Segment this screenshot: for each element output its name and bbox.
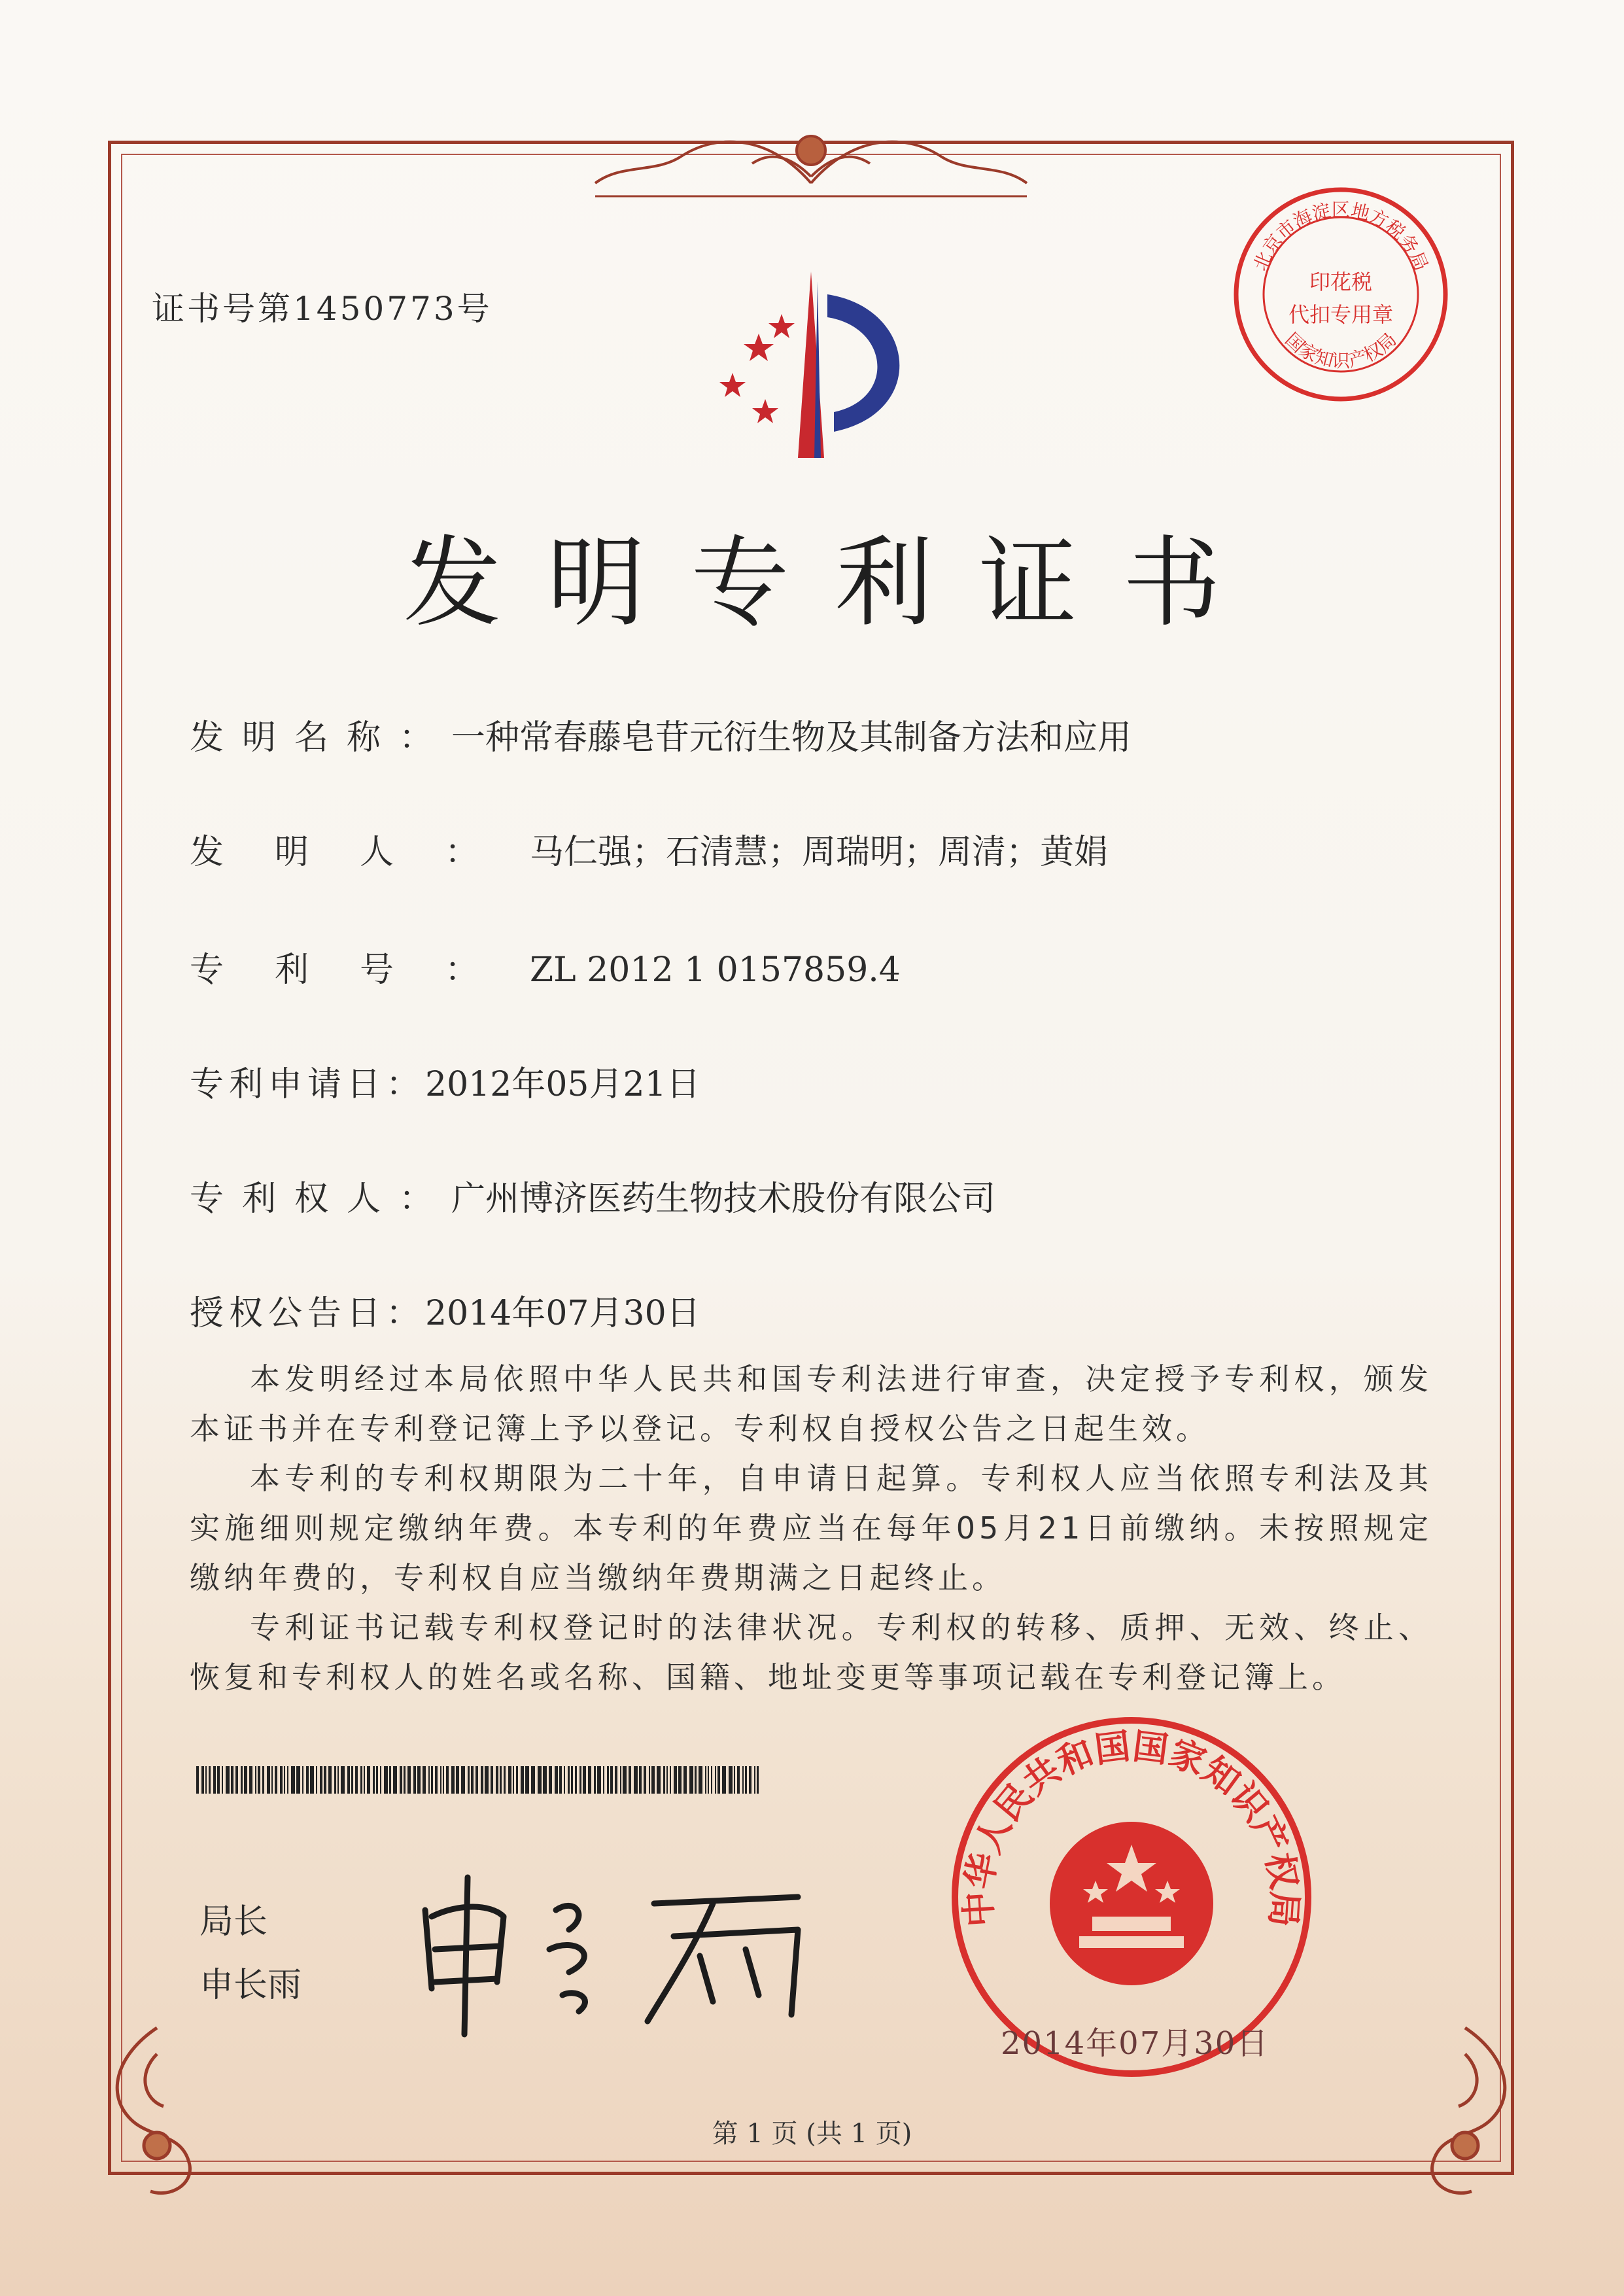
field-invention-name [190, 710, 1132, 759]
svg-text:代扣专用章: 代扣专用章 [1288, 302, 1394, 327]
svg-text:印花税: 印花税 [1309, 270, 1373, 294]
invention-name-label: 发明名称： [190, 718, 452, 757]
body-paragraph-3: 专利证书记载专利权登记时的法律状况。专利权的转移、质押、无效、终止、恢复和专利权人的姓名或名称、国籍、地址变更等事项记载在专利登记簿上。 [190, 1610, 1432, 1695]
tax-stamp-seal [1230, 183, 1452, 406]
inventors-value: 马仁强；石清慧；周瑞明；周清；黄娟 [530, 833, 1109, 872]
grant-date-value: 2014年07月30日 [425, 1294, 700, 1333]
director-title: 局长 [199, 1902, 268, 1941]
page-indicator: 第 1 页 (共 1 页) [712, 2119, 912, 2149]
svg-text:北京市海淀区地方税务局: 北京市海淀区地方税务局 [1249, 199, 1432, 274]
application-date-value: 2012年05月21日 [425, 1065, 700, 1104]
field-patentee [190, 1171, 995, 1220]
field-inventors [190, 824, 1108, 873]
svg-text:中华人民共和国国家知识产权局: 中华人民共和国国家知识产权局 [957, 1725, 1306, 1928]
certificate-title: 发明专利证书 [403, 527, 1267, 640]
body-paragraph-2: 本专利的专利权期限为二十年，自申请日起算。专利权人应当依照专利法及其实施细则规定缴纳年费。本专利的年费应当在每年05月21日前缴纳。未按照规定缴纳年费的，专利权自应当缴纳年费期满之日起终止。 [190, 1461, 1432, 1595]
field-patent-number [190, 942, 901, 991]
patentee-label: 专利权人： [190, 1179, 452, 1219]
field-application-date [190, 1056, 700, 1105]
inventors-label: 发明人： [190, 833, 530, 872]
patent-emblem-icon [680, 268, 942, 464]
director-name: 申长雨 [199, 1966, 302, 2005]
patentee-value: 广州博济医药生物技术股份有限公司 [451, 1179, 996, 1219]
barcode [196, 1766, 759, 1794]
patent-number-value: ZL 2012 1 0157859.4 [530, 950, 901, 990]
invention-name-value: 一种常春藤皂苷元衍生物及其制备方法和应用 [451, 718, 1132, 757]
top-ornament [556, 111, 1066, 209]
body-paragraph-1: 本发明经过本局依照中华人民共和国专利法进行审查，决定授予专利权，颁发本证书并在专利登记簿上予以登记。专利权自授权公告之日起生效。 [190, 1361, 1432, 1446]
seal-issue-date: 2014年07月30日 [1001, 2025, 1270, 2062]
grant-date-label: 授权公告日： [190, 1294, 426, 1333]
certificate-number: 证书号第1450773号 [152, 290, 492, 328]
director-signature [406, 1858, 824, 2041]
application-date-label: 专利申请日： [190, 1065, 426, 1104]
field-grant-date [190, 1285, 700, 1334]
svg-text:国家知识产权局: 国家知识产权局 [1281, 328, 1401, 372]
patent-number-label: 专利号： [190, 950, 530, 990]
certificate-body [190, 1354, 1432, 1702]
